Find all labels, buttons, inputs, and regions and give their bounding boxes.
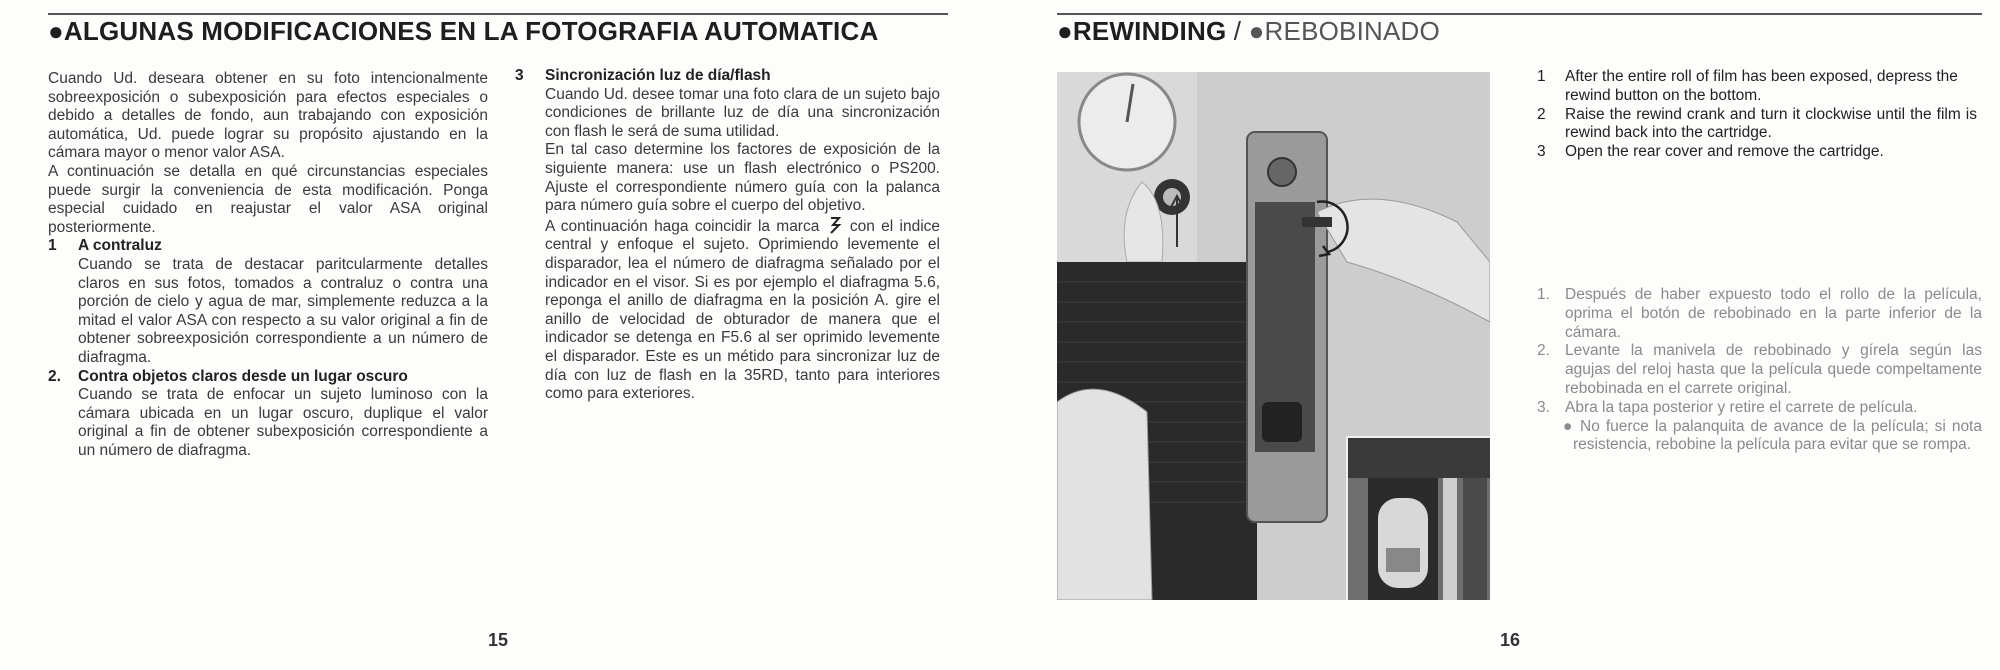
step-text: Después de haber expuesto todo el rollo de la película, oprima el botón de rebobinado en la parte inferior de la cámara. bbox=[1565, 286, 1982, 341]
title-rule bbox=[1057, 13, 1982, 15]
step-text: Raise the rewind crank and turn it clockwise until the film is rewind back into the cartridge. bbox=[1565, 105, 1977, 142]
step-number: 1 bbox=[1537, 68, 1546, 85]
item-1-text: Cuando se trata de destacar paritcularmente detalles claros en sus fotos, tomados a contraluz o contra una porción de cielo y agua de mar, simplemente reduzca a la mitad el valor ASA con respecto a su valor original a fin de obtener sobreexposición correspondiente a un número de diafragma. bbox=[78, 255, 488, 366]
right-column bbox=[515, 67, 940, 404]
step-number: 3. bbox=[1537, 398, 1550, 416]
item-3-number: 3 bbox=[515, 67, 524, 84]
steps-english bbox=[1537, 68, 1977, 162]
step-es-3 bbox=[1537, 399, 1982, 418]
step-es-1 bbox=[1537, 286, 1982, 342]
item-3-body bbox=[515, 86, 940, 404]
item-3-title: Sincronización luz de día/flash bbox=[545, 67, 771, 84]
title-spanish: ●REBOBINADO bbox=[1248, 16, 1440, 46]
camera-rewind-photo bbox=[1057, 72, 1490, 600]
item-2-text: Cuando se trata de enfocar un sujeto luminoso con la cámara ubicada en un lugar oscuro, duplique el valor original a fin de obtener subexposición correspondiente a un número de diafragma. bbox=[78, 386, 488, 459]
item-3-paragraph-2: En tal caso determine los factores de exposición de la siguiente manera: use un flash electrónico o PS200. Ajuste el correspondiente número guía con la palanca para número guía sobre el cuerpo del objetivo. bbox=[545, 141, 940, 215]
item-2-title: Contra objetos claros desde un lugar oscuro bbox=[78, 367, 408, 385]
step-en-2 bbox=[1537, 106, 1977, 144]
flash-mark-icon bbox=[828, 216, 842, 234]
intro-paragraph-1: Cuando Ud. deseara obtener en su foto intencionalmente sobreexposición o subexposición para efectos especiales o debido a detalles de fondo, aun trabajando con exposición automática, Ud. puede lograr su propósito ajustando en la cámara mayor o menor valor ASA. bbox=[48, 70, 488, 162]
item-3-paragraph-1: Cuando Ud. desee tomar una foto clara de un sujeto bajo condiciones de brillante luz de día una sincronización con flash le será de suma utilidad. bbox=[545, 85, 940, 140]
intro-paragraph-2: A continuación se detalla en qué circunstancias especiales puede surgir la conveniencia de esta modificación. Ponga especial cuidado en reajustar el valor ASA original posteriormente. bbox=[48, 162, 488, 236]
item-2-number: 2. bbox=[48, 367, 61, 385]
film-cartridge-illustration bbox=[1348, 438, 1490, 600]
page-title: ●ALGUNAS MODIFICACIONES EN LA FOTOGRAFIA AUTOMATICA bbox=[48, 16, 879, 46]
steps-spanish bbox=[1537, 286, 1982, 455]
title-separator: / bbox=[1226, 16, 1249, 46]
cartridge-inset-photo bbox=[1346, 436, 1490, 600]
step-en-1 bbox=[1537, 68, 1977, 106]
item-3-paragraph-3 bbox=[545, 216, 940, 404]
item-1-heading bbox=[48, 237, 488, 256]
page-title bbox=[1057, 16, 1440, 46]
step-number: 3 bbox=[1537, 143, 1546, 161]
item-3-paragraph-3-end: con el indice central y enfoque el sujeto. Oprimiendo levemente el disparador, lea el número de diafragma señalado por el indicador en el visor. Si es por ejemplo el diafragma 5.6, reponga el anillo de diafragma en la posición A. gire el anillo de velocidad de obturador de manera que el indicador se detenga en F5.6 al ser oprimido levemente el disparador. Este es un métido para sincronizar luz de día con luz de flash en la 35RD, tanto para interiores como para exteriores. bbox=[545, 217, 941, 403]
step-text: After the entire roll of film has been exposed, depress the rewind button on the bottom. bbox=[1565, 68, 1958, 104]
step-text: Abra la tapa posterior y retire el carrete de película. bbox=[1565, 398, 1918, 416]
title-english: ●REWINDING bbox=[1057, 16, 1227, 46]
item-2-body bbox=[48, 386, 488, 460]
step-number: 2. bbox=[1537, 342, 1550, 360]
item-2-heading bbox=[48, 368, 488, 387]
item-1-number: 1 bbox=[48, 237, 57, 255]
step-number: 1. bbox=[1537, 286, 1550, 303]
left-column bbox=[48, 70, 488, 460]
step-text: Open the rear cover and remove the cartridge. bbox=[1565, 143, 1884, 161]
item-1-title: A contraluz bbox=[78, 237, 162, 255]
page-number: 16 bbox=[1500, 630, 1521, 650]
item-1-body bbox=[48, 256, 488, 368]
step-es-2 bbox=[1537, 342, 1982, 398]
step-number: 2 bbox=[1537, 105, 1546, 123]
item-3-paragraph-3-start: A continuación haga coincidir la marca bbox=[545, 217, 820, 235]
page-16 bbox=[1000, 0, 2000, 670]
step-en-3 bbox=[1537, 143, 1977, 162]
item-3-heading bbox=[515, 67, 940, 86]
title-rule bbox=[48, 13, 948, 15]
page-number: 15 bbox=[488, 630, 509, 650]
step-text: Levante la manivela de rebobinado y gírela según las agujas del reloj hasta que la película quede compeltamente rebobinada en el carrete original. bbox=[1565, 342, 1982, 397]
note-spanish: ● No fuerce la palanquita de avance de la película; si nota resistencia, rebobine la película para evitar que se rompa. bbox=[1563, 417, 1982, 454]
